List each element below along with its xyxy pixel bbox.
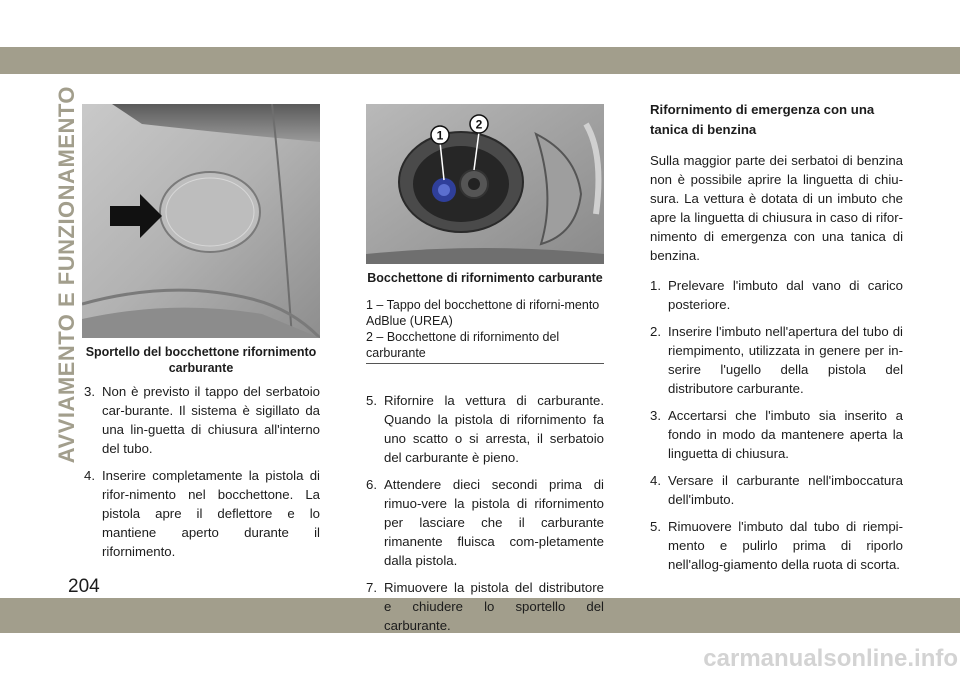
list-item: 2. Inserire l'imbuto nell'apertura del tubo di riempimento, utilizzata in genere per in-serire l'ugello della pistola del distributore carburante.: [650, 324, 903, 396]
figure2-caption: Bocchettone di rifornimento carburante: [367, 271, 603, 285]
figure-fuel-door: [82, 104, 320, 338]
figure2-legend: [366, 297, 604, 364]
fuel-door-photo: [82, 104, 320, 338]
intro-paragraph: Sulla maggior parte dei serbatoi di benzina non è possibile aprire la linguetta di chiu-sura. La vettura è dotata di un imbuto che apre la linguetta di chiusura in caso di rifor-nimento di emergenza con una tanica di benzina.: [650, 153, 903, 263]
header-band: [0, 47, 960, 74]
list-item: 7. Rimuovere la pistola del distributore e chiudere lo sportello del carburante.: [366, 580, 604, 633]
callout-1-label: 1: [436, 128, 444, 143]
legend-item-2: 2 – Bocchettone di rifornimento del carburante: [366, 330, 560, 360]
figure1-caption: Sportello del bocchettone rifornimento carburante: [85, 345, 317, 375]
column-3-text: [650, 100, 903, 582]
list-item: 6. Attendere dieci secondi prima di rimuo-vere la pistola di rifornimento per lasciare che il carburante rimanente fluisca com-pletamente dalla pistola.: [366, 477, 604, 568]
section-heading: Rifornimento di emergenza con una tanica di benzina: [650, 102, 875, 137]
list-item: 5. Rifornire la vettura di carburante. Quando la pistola di rifornimento fa uno scatto o si arresta, il serbatoio del carburante è pieno.: [366, 393, 604, 465]
figure-filler-neck: [366, 104, 604, 264]
list-item: 4. Versare il carburante nell'imboccatura dell'imbuto.: [650, 473, 903, 507]
page-number: 204: [68, 576, 100, 597]
column-2-text: [366, 391, 604, 643]
callout-1-badge: [431, 126, 449, 144]
list-item: 3. Accertarsi che l'imbuto sia inserito a fondo in modo da mantenere aperta la linguetta di chiusura.: [650, 408, 903, 461]
legend-item-1: 1 – Tappo del bocchettone di riforni-mento AdBlue (UREA): [366, 298, 600, 328]
column-1-text: [84, 382, 320, 569]
callout-2-badge: [470, 115, 488, 133]
list-item: 3. Non è previsto il tappo del serbatoio car-burante. Il sistema è sigillato da una lin-guetta di chiusura all'interno del tubo.: [84, 384, 320, 456]
callout-2-label: 2: [475, 117, 483, 132]
list-item: 1. Prelevare l'imbuto dal vano di carico posteriore.: [650, 278, 903, 312]
list-item: 4. Inserire completamente la pistola di rifor-nimento nel bocchettone. La pistola apre il deflettore e lo mantiene aperto durante il rifornimento.: [84, 468, 320, 559]
section-side-title: AVVIAMENTO E FUNZIONAMENTO: [54, 85, 79, 463]
watermark: carmanualsonline.info: [703, 645, 958, 672]
list-item: 5. Rimuovere l'imbuto dal tubo di riempi-mento e pulirlo prima di riporlo nell'allog-giamento della ruota di scorta.: [650, 519, 903, 572]
filler-neck-photo: [366, 104, 604, 264]
